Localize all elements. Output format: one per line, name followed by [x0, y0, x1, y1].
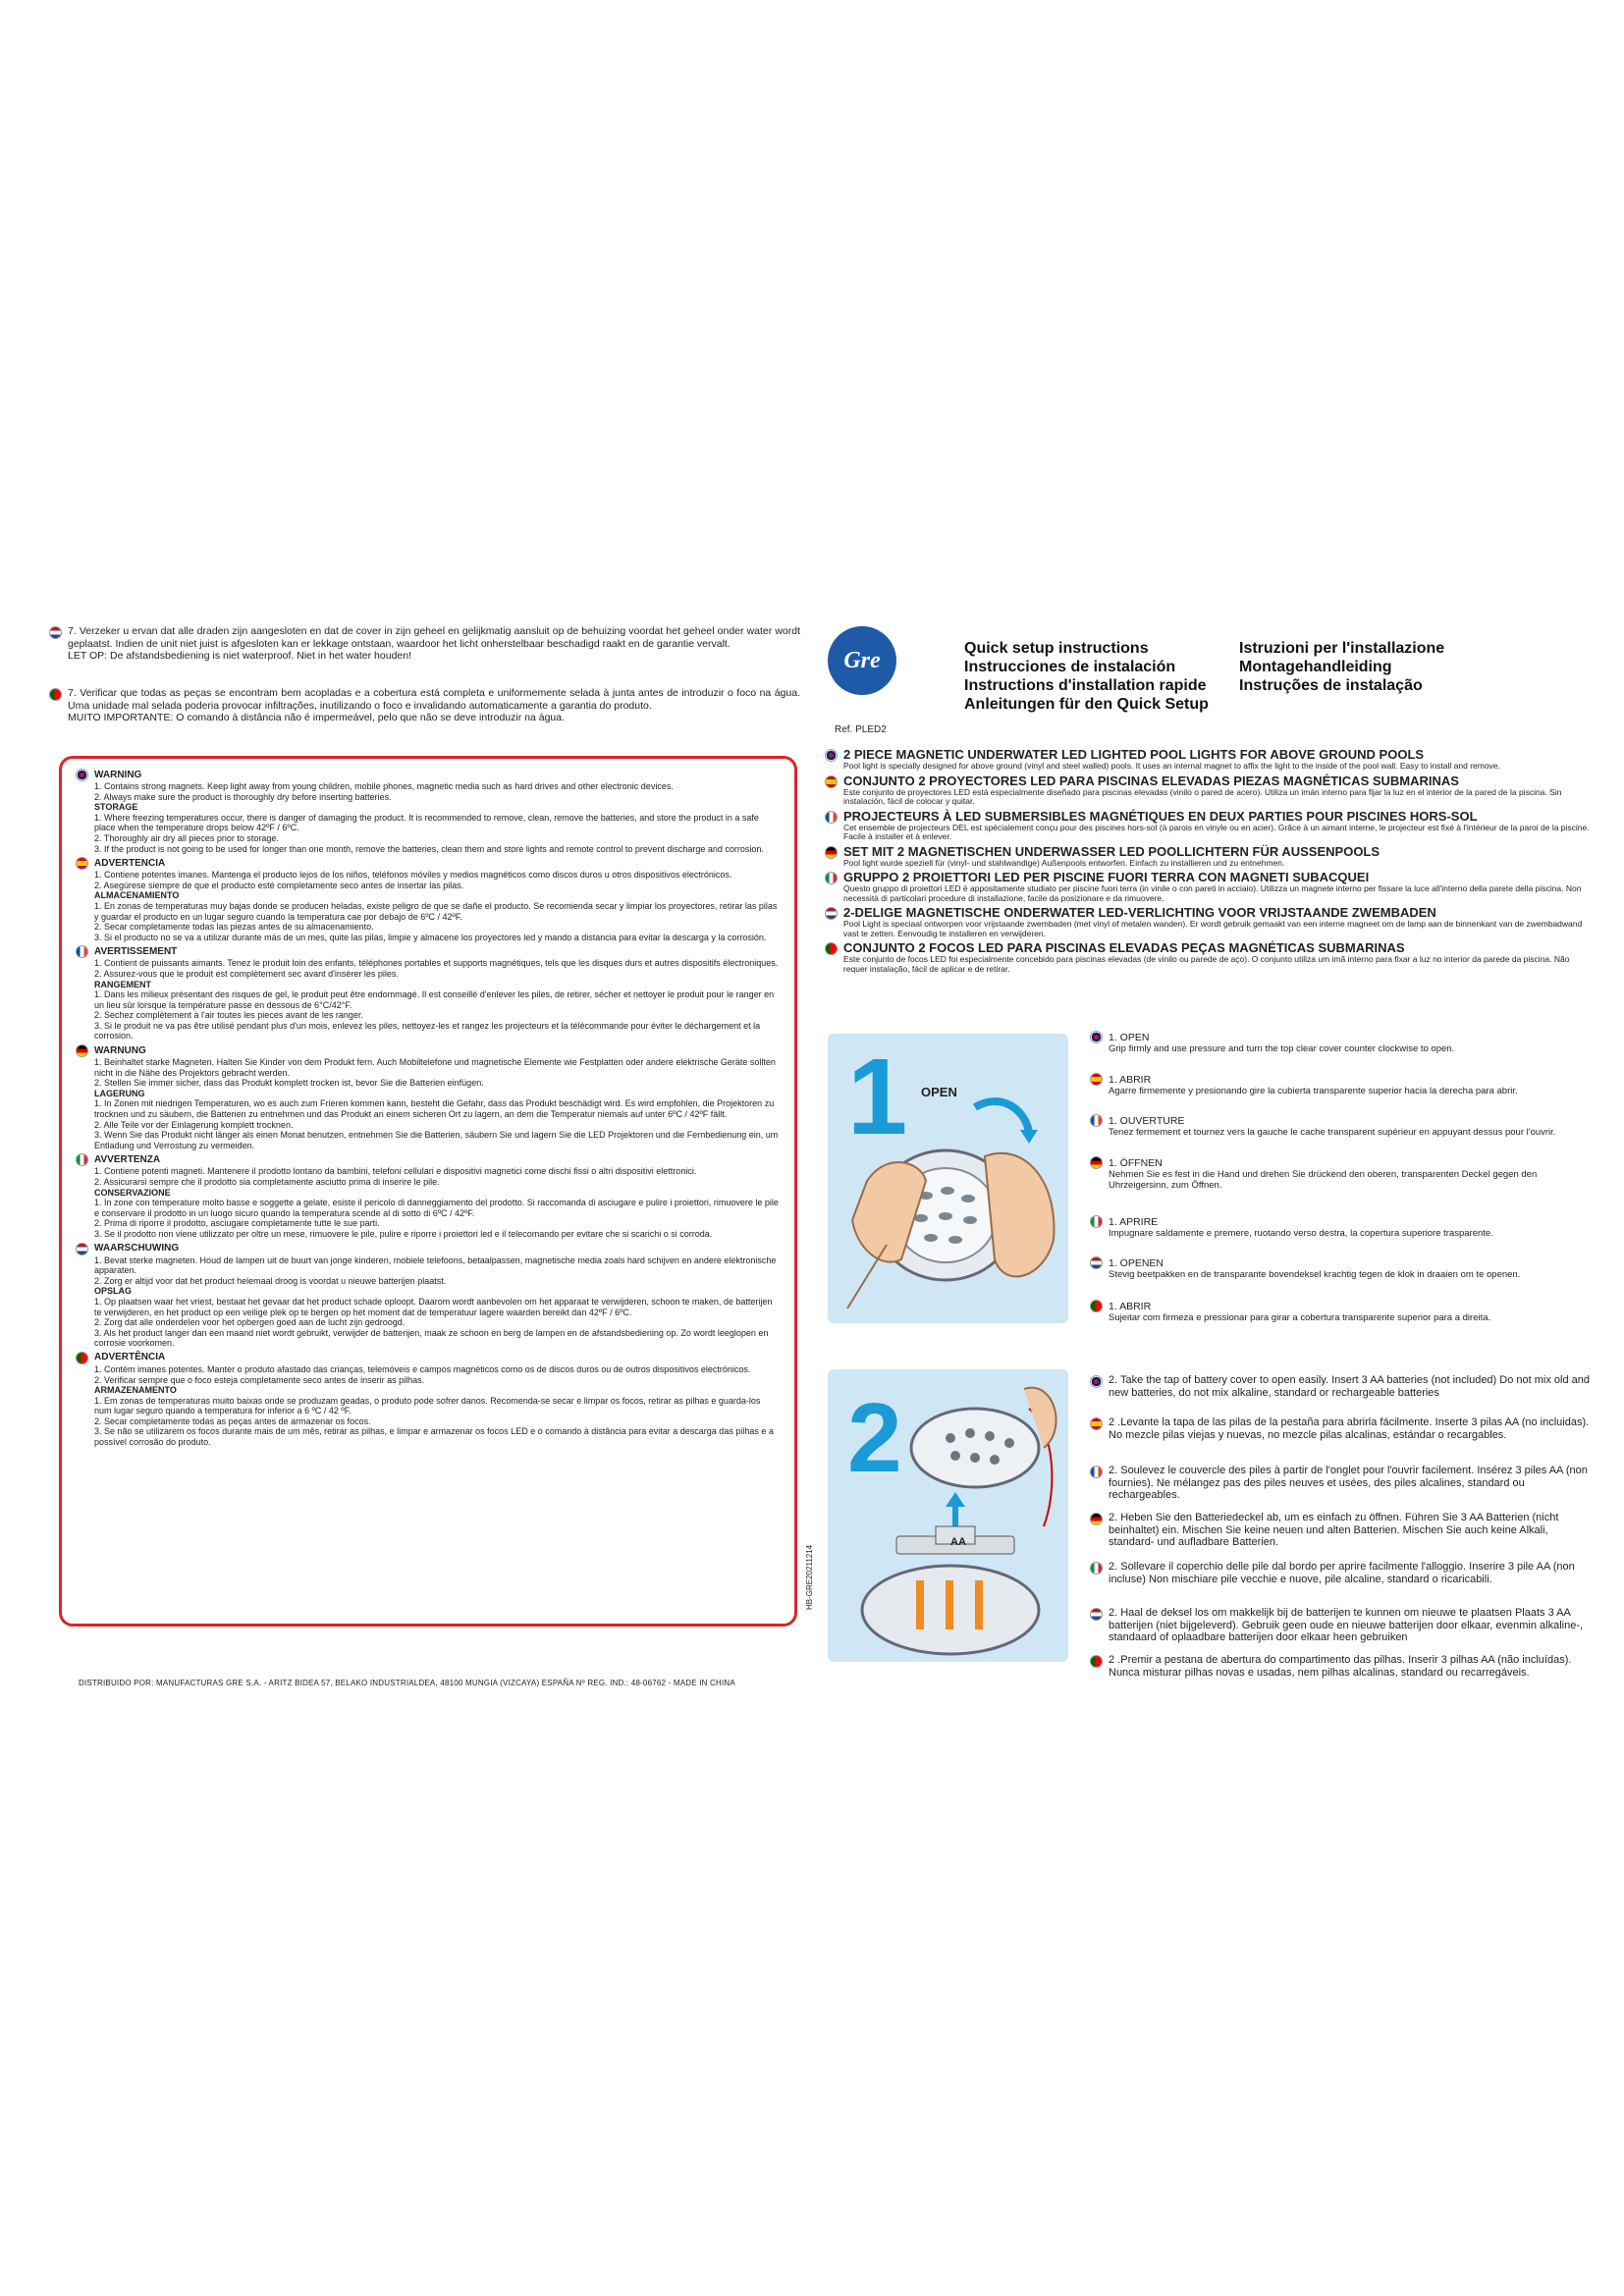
flag-es-icon [825, 775, 838, 788]
product-item-it [825, 871, 1591, 903]
storage-line: 3. Als het product langer dan een maand niet wordt gebruikt, verwijder de batterijen, maak ze schoon en berg de lampen en de afstandsbediening op. Zo wordt leeglopen en corrosie voorkomen. [94, 1327, 769, 1349]
titles-left: Quick setup instructions Instrucciones de instalación Instructions d'installation rapide Anleitungen für den Quick Setup [964, 640, 1209, 713]
step1-desc: Stevig beetpakken en de transparante bovendeksel krachtig tegen de klok in draaien om te openen. [1109, 1269, 1521, 1280]
step2-item-fr [1090, 1465, 1596, 1502]
flag-it-icon [76, 1153, 88, 1166]
flag-fr-icon [825, 811, 838, 824]
warning-section-de [76, 1044, 779, 1150]
storage-line: 3. If the product is not going to be used for longer than one month, remove the batteries, clean them and store lights and remote control to prevent discharge and corrosion. [94, 843, 764, 854]
flag-nl-icon [76, 1243, 88, 1255]
step1-desc: Impugnare saldamente e premere, ruotando verso destra, la copertura superiore trasparente. [1109, 1228, 1493, 1239]
step2-text: 2. Haal de deksel los om makkelijk bij de batterijen te kunnen om nieuwe te plaatsen Plaats 3 AA batterijen (niet bijgeleverd). Gebruik geen oude en nieuwe batterijen door elkaar, evenmin alkaline-, standaard of oplaadbare batterijen door elkaar heen gebruiken [1109, 1607, 1584, 1643]
storage-line: 3. Si le produit ne va pas être utilisé pendant plus d'un mois, enlevez les piles, nettoyez-les et rangez les projecteurs et la télécommande pour éviter le déchargement et la corrosion. [94, 1020, 761, 1041]
product-title: 2-DELIGE MAGNETISCHE ONDERWATER LED-VERLICHTING VOOR VRIJSTAANDE ZWEMBADEN [843, 905, 1436, 920]
storage-heading: ARMAZENAMENTO [94, 1385, 177, 1396]
product-title: GRUPPO 2 PROIETTORI LED PER PISCINE FUORI TERRA CON MAGNETI SUBACQUEI [843, 870, 1370, 884]
warning-line: 1. Contiene potenti magneti. Mantenere il prodotto lontano da bambini, telefoni cellulari e dispositivi magnetici come dischi fissi o altri dispositivi elettronici. [94, 1166, 697, 1177]
step1-desc: Nehmen Sie es fest in die Hand und drehen Sie drückend den oberen, transparenten Deckel gegen den Uhrzeigersinn, zum Öffnen. [1109, 1169, 1538, 1191]
storage-line: 2. Secar completamente todas las piezas antes de su almacenamiento. [94, 922, 374, 933]
step1-label: 1. ÖFFNEN [1109, 1156, 1163, 1169]
warning-title: AVERTISSEMENT [94, 945, 178, 957]
storage-line: 3. Si el producto no se va a utilizar durante más de un mes, quite las pilas, limpie y almacene los proyectores led y mando a distancia para evitar la descarga y la corrosión. [94, 932, 767, 942]
product-title: 2 PIECE MAGNETIC UNDERWATER LED LIGHTED POOL LIGHTS FOR ABOVE GROUND POOLS [843, 747, 1425, 762]
storage-line: 2. Zorg dat alle onderdelen voor het opbergen goed aan de lucht zijn gedroogd. [94, 1317, 406, 1328]
warning-title: ADVERTENCIA [94, 857, 166, 869]
top-note-pt: 7. Verificar que todas as peças se encontram bem acopladas e a cobertura está completa e uniformemente selada à junta antes de introduzir o foco na água. Uma unidade mal selada poderia provocar infiltrações, inutilizando o foco e invalidando automaticamente a garantia do produto. MUITO IMPORTANTE: O comando à distância não é impermeável, pelo que não se deve introduzir na água. [49, 687, 800, 724]
storage-line: 2. Alle Teile vor der Einlagerung komplett trocknen. [94, 1119, 294, 1130]
step2-text: 2. Take the tap of battery cover to open easily. Insert 3 AA batteries (not included) Do not mix old and new batteries, do not mix alkaline, standard or rechargeable batteries [1109, 1374, 1590, 1399]
product-item-uk [825, 748, 1591, 772]
warning-line: 2. Assicurarsi sempre che il prodotto sia completamente asciutto prima di inserire le pile. [94, 1177, 440, 1187]
step2-text: 2. Sollevare il coperchio delle pile dal bordo per aprire facilmente l'alloggio. Inserire 3 pile AA (non incluse) Non mischiare pile vecchie e nuove, pile alcaline, standard o ricaricabili. [1109, 1561, 1575, 1585]
flag-pt-icon [76, 1352, 88, 1364]
product-desc: Questo gruppo di proiettori LED è appositamente studiato per piscine fuori terra (in vinile o con pareti in acciaio). Utilizza un magnete interno per fissare la luce all'interno della parete della piscina. Non necessità di particolari procedure di installazione, facile da posizionare e da rimuovere. [843, 883, 1582, 903]
product-list [825, 748, 1591, 977]
flag-uk-icon [825, 749, 838, 762]
warning-line: 2. Assurez-vous que le produit est complètement sec avant d'insérer les piles. [94, 968, 399, 979]
storage-heading: ALMACENAMIENTO [94, 890, 180, 901]
warning-title: WAARSCHUWING [94, 1243, 180, 1255]
storage-line: 3. Se não se utilizarem os focos durante mais de um mês, retirar as pilhas, e limpar e armazenar os focos LED e o comando à distância para evitar a descarga das pilhas e a possível corrosão do produto. [94, 1426, 774, 1448]
ref-code: Ref. PLED2 [835, 724, 887, 735]
step2-panel [828, 1369, 1068, 1662]
flag-de-icon [825, 846, 838, 859]
storage-line: 1. In Zonen mit niedrigen Temperaturen, wo es auch zum Frieren kommen kann, besteht die Gefahr, dass das Produkt beschädigt wird. Es wird empfohlen, die Projektoren zu trocknen und zu säubern, die Batterien zu entnehmen und das Produkt an einem sicheren Ort zu lagern, an dem die Temperatur niemals auf unter 6ºC / 42ºF fällt. [94, 1098, 775, 1120]
gre-logo: Gre [828, 626, 896, 695]
product-desc: Pool light wurde speziell für (vinyl- und stahlwandige) Außenpools entworfen. Einfach zu installieren und zu entnehmen. [843, 857, 1285, 868]
step2-item-es [1090, 1416, 1596, 1441]
step2-text: 2 .Levante la tapa de las pilas de la pestaña para abrirla fácilmente. Inserte 3 pilas AA (no incluidas). No mezcle pilas viejas y nuevas, no mezcle pilas alcalinas, estándar o recargables. [1109, 1416, 1590, 1441]
side-code: HB-GRE20211214 [805, 1544, 814, 1610]
step2-item-nl [1090, 1607, 1596, 1644]
storage-line: 3. Wenn Sie das Produkt nicht länger als einen Monat benutzen, entnehmen Sie die Batterien, säubern Sie und lagern Sie die LED Projektoren und die Fernbedienung ein, um Entladung und Verrostung zu vermeiden. [94, 1130, 779, 1150]
warning-line: 2. Stellen Sie immer sicher, dass das Produkt komplett trocken ist, bevor Sie die Batterien einfügen. [94, 1078, 484, 1089]
warning-line: 1. Bevat sterke magneten. Houd de lampen uit de buurt van jonge kinderen, mobiele telefoons, betaalpassen, magnetische media zoals hard schijven en andere elektronische apparaten. [94, 1255, 777, 1276]
product-item-es [825, 774, 1591, 807]
step2-item-de [1090, 1512, 1596, 1549]
storage-heading: OPSLAG [94, 1286, 133, 1297]
flag-uk-icon [1090, 1031, 1103, 1043]
storage-line: 1. Dans les milieux présentant des risques de gel, le produit peut être endommagé. Il est conseillé d'enlever les piles, de retirer, sécher et nettoyer le produit pour le ranger en un lieu sûr lorsque la température passe en dessous de 6°C/42°F. [94, 989, 775, 1010]
step1-label: 1. APRIRE [1109, 1215, 1159, 1228]
titles-right: Istruzioni per l'installazione Montagehandleiding Instruções de instalação [1239, 640, 1445, 694]
warning-line: 2. Asegúrese siempre de que el producto esté completamente seco antes de insertar las pilas. [94, 880, 464, 890]
storage-line: 2. Prima di riporre il prodotto, asciugare completamente tutte le sue parti. [94, 1218, 380, 1229]
step2-number: 2 [847, 1383, 902, 1493]
flag-fr-icon [1090, 1466, 1103, 1478]
battery-label: AA [950, 1536, 966, 1548]
footer-distributor: DISTRIBUIDO POR: MANUFACTURAS GRE S.A. - ARITZ BIDEA 57, BELAKO INDUSTRIALDEA, 48100 MUNGIA (VIZCAYA) ESPAÑA Nº REG. IND.: 48-06762 - MADE IN CHINA [79, 1679, 735, 1687]
storage-line: 1. Op plaatsen waar het vriest, bestaat het gevaar dat het product schade oploopt. Daarom wordt aanbevolen om het apparaat te verwijderen, schoon te maken, de batterijen te verwijderen, en het product op een veilige plek op te bergen op het moment dat de temperatuur lagere waarden bereikt dan 42ºF / 6ºC. [94, 1296, 773, 1317]
product-item-nl [825, 906, 1591, 938]
warning-section-nl [76, 1243, 779, 1349]
step2-item-it [1090, 1561, 1596, 1585]
product-title: SET MIT 2 MAGNETISCHEN UNDERWASSER LED POOLLICHTERN FÜR AUSSENPOOLS [843, 843, 1380, 859]
product-desc: Pool light is specially designed for above ground (vinyl and steel walled) pools. It uses an internal magnet to affix the light to the inside of the pool wall. Easy to install and remove. [843, 761, 1500, 771]
step1-label: 1. OPENEN [1109, 1256, 1164, 1269]
step1-label: 1. OPEN [1109, 1031, 1150, 1043]
flag-pt-icon [49, 688, 62, 701]
flag-nl-icon [1090, 1608, 1103, 1621]
product-desc: Cet ensemble de projecteurs DEL est spécialement conçu pour des piscines hors-sol (à parois en vinyle ou en acier). Grâce à un aimant interne, le projecteur est fixé à l'intérieur de la paroi de la piscine. Facile à installer et à enlever. [843, 822, 1590, 841]
product-title: CONJUNTO 2 PROYECTORES LED PARA PISCINAS ELEVADAS PIEZAS MAGNÉTICAS SUBMARINAS [843, 773, 1459, 788]
flag-it-icon [1090, 1215, 1103, 1228]
step1-item-uk [1090, 1031, 1591, 1054]
storage-line: 1. En zonas de temperaturas muy bajas donde se producen heladas, existe peligro de que se dañe el producto. Se recomienda secar y limpiar los proyectores, retirar las pilas y guardar el producto en un lugar seguro cuando la temperatura cae por debajo de 6ºC / 42ºF. [94, 900, 778, 922]
step2-item-pt [1090, 1654, 1596, 1679]
warning-line: 1. Contiene potentes imanes. Mantenga el producto lejos de los niños, teléfonos móviles y medios magnéticos como discos duros u otros dispositivos electrónicos. [94, 870, 732, 881]
product-item-fr [825, 810, 1591, 842]
flag-es-icon [1090, 1417, 1103, 1430]
flag-de-icon [1090, 1513, 1103, 1525]
flag-uk-icon [76, 769, 88, 781]
product-item-pt [825, 941, 1591, 974]
step2-text: 2. Soulevez le couvercle des piles à partir de l'onglet pour l'ouvrir facilement. Insérez 3 piles AA (non fournies). Ne mélangez pas des piles neuves et usées, des piles alcalines, standard ou rechargeables. [1109, 1465, 1588, 1501]
step1-item-fr [1090, 1114, 1591, 1138]
storage-line: 2. Thoroughly air dry all pieces prior to storage. [94, 832, 279, 843]
warning-title: WARNING [94, 769, 142, 780]
warning-line: 1. Contient de puissants aimants. Tenez le produit loin des enfants, téléphones portables et supports magnétiques, tels que les disques durs et autres dispositifs électroniques. [94, 958, 779, 969]
flag-fr-icon [1090, 1114, 1103, 1127]
step1-label: 1. ABRIR [1109, 1073, 1152, 1086]
step1-label: 1. OUVERTURE [1109, 1114, 1185, 1127]
product-desc: Este conjunto de proyectores LED está especialmente diseñado para piscinas elevadas (vinilo o pared de acero). Utiliza un imán interno para fijar la luz en el interior de la pared de la piscina. Sin instalación, fácil de colocar y quitar. [843, 786, 1562, 806]
warning-section-fr [76, 945, 779, 1041]
product-desc: Pool Light is speciaal ontworpen voor vrijstaande zwembaden (met vinyl of metalen wanden). Er wordt gebruik gemaakt van een interne magneet om de lamp aan de binnenkant van de zwembadwand vast te zetten. Eenvoudig te installeren en verwijderen. [843, 919, 1583, 938]
storage-heading: CONSERVAZIONE [94, 1187, 171, 1198]
flag-nl-icon [1090, 1256, 1103, 1269]
step1-panel [828, 1034, 1068, 1323]
step2-text: 2 .Premir a pestana de abertura do compartimento das pilhas. Inserir 3 pilhas AA (não incluídas). Nunca misturar pilhas novas e usadas, nem pilhas alcalinas, standard ou recarregáveis. [1109, 1654, 1572, 1679]
flag-pt-icon [825, 942, 838, 955]
flag-nl-icon [49, 626, 62, 639]
storage-line: 1. In zone con temperature molto basse e soggette a gelate, esiste il pericolo di danneggiamento del prodotto. Si raccomanda di asciugare e pulire i proiettori, rimuovere le pile e conservare il prodotto in un luogo sicuro quando la temperatura scende al di sotto di 6ºC / 42ºF. [94, 1198, 779, 1218]
warning-section-it [76, 1153, 779, 1239]
flag-pt-icon [1090, 1300, 1103, 1312]
step1-item-de [1090, 1156, 1591, 1191]
warning-title: ADVERTÊNCIA [94, 1352, 166, 1363]
product-title: CONJUNTO 2 FOCOS LED PARA PISCINAS ELEVADAS PEÇAS MAGNÉTICAS SUBMARINAS [843, 940, 1405, 955]
flag-fr-icon [76, 945, 88, 958]
step1-desc: Sujeitar com firmeza e pressionar para girar a cobertura transparente superior para a direita. [1109, 1312, 1491, 1323]
flag-uk-icon [1090, 1375, 1103, 1388]
step1-item-es [1090, 1073, 1591, 1096]
storage-heading: RANGEMENT [94, 979, 151, 989]
warning-box [59, 756, 797, 1627]
open-label: OPEN [921, 1085, 957, 1099]
storage-line: 3. Se il prodotto non viene utilizzato per oltre un mese, rimuovere le pile, pulire e riporre i proiettori led e il telecomando per evitare che si scarichi o si corroda. [94, 1228, 713, 1239]
step1-desc: Agarre firmemente y presionando gire la cubierta transparente superior hacia la derecha para abrir. [1109, 1086, 1518, 1096]
step1-desc: Tenez fermement et tournez vers la gauche le cache transparent supérieur en appuyant dessus pour l'ouvrir. [1109, 1127, 1556, 1138]
warning-section-uk [76, 769, 779, 854]
warning-line: 1. Contém imanes potentes. Manter o produto afastado das crianças, telemóveis e campos magnéticos como os de discos duros ou de outros dispositivos electrónicos. [94, 1363, 751, 1374]
warning-section-pt [76, 1352, 779, 1448]
product-item-de [825, 845, 1591, 869]
flag-pt-icon [1090, 1655, 1103, 1668]
step2-item-uk [1090, 1374, 1596, 1399]
warning-line: 2. Zorg er altijd voor dat het product helemaal droog is voordat u nieuwe batterijen plaatst. [94, 1275, 447, 1286]
flag-es-icon [76, 857, 88, 870]
flag-nl-icon [825, 907, 838, 920]
product-title: PROJECTEURS À LED SUBMERSIBLES MAGNÉTIQUES EN DEUX PARTIES POUR PISCINES HORS-SOL [843, 808, 1478, 824]
step1-illustration [828, 1034, 1068, 1323]
warning-line: 2. Always make sure the product is thoroughly dry before inserting batteries. [94, 791, 392, 802]
warning-line: 1. Beinhaltet starke Magneten. Halten Sie Kinder von dem Produkt fern. Auch Mobiltelefone und magnetische Elemente wie Festplatten oder andere elektrische Geräte sollten nicht in die Nähe des Projektors gebracht werden. [94, 1057, 776, 1078]
warning-line: 2. Verificar sempre que o foco esteja completamente seco antes de inserir as pilhas. [94, 1374, 425, 1385]
warning-title: AVVERTENZA [94, 1153, 161, 1165]
warning-line: 1. Contains strong magnets. Keep light away from young children, mobile phones, magnetic media such as hard drives and other electronic devices. [94, 781, 674, 791]
storage-line: 2. Secar completamente todas as peças antes de armazenar os focos. [94, 1415, 371, 1426]
flag-de-icon [1090, 1156, 1103, 1169]
flag-es-icon [1090, 1073, 1103, 1086]
storage-line: 1. Where freezing temperatures occur, there is danger of damaging the product. It is recommended to remove, clean, remove the batteries, and store the product in a safe place when the temperature drops below 42ºF / 6ºC. [94, 812, 759, 833]
storage-heading: LAGERUNG [94, 1088, 145, 1098]
storage-line: 2. Sechez complètement à l'air toutes les pieces avant de les ranger. [94, 1010, 363, 1021]
step1-desc: Grip firmly and use pressure and turn the top clear cover counter clockwise to open. [1109, 1043, 1455, 1054]
step2-text: 2. Heben Sie den Batteriedeckel ab, um es einfach zu öffnen. Führen Sie 3 AA Batterien (nicht beinhaltet) ein. Mischen Sie keine neuen und alten Batterien. Mischen Sie auch keine Alkali, standard- und aufladbare Batterien. [1109, 1512, 1559, 1548]
storage-heading: STORAGE [94, 802, 138, 813]
top-note-nl: 7. Verzeker u ervan dat alle draden zijn aangesloten en dat de cover in zijn geheel en gelijkmatig aansluit op de behuizing voordat het geheel onder water wordt geplaatst. Indien de unit niet juist is afgesloten kan er lekkage ontstaan, waardoor het licht onherstelbaar beschadigd raakt en de garantie vervalt. LET OP: De afstandsbediening is niet waterproof. Niet in het water houden! [49, 625, 800, 663]
step1-label: 1. ABRIR [1109, 1300, 1152, 1312]
product-desc: Este conjunto de focos LED foi especialmente concebido para piscinas elevadas (de vinilo ou parede de aço). O conjunto utiliza um imã interno para fixar a luz no interior da parede da piscina. Não requer instalação, fácil de aplicar e de retirar. [843, 954, 1570, 974]
storage-line: 1. Em zonas de temperaturas muito baixas onde se produzam geadas, o produto pode sofrer danos. Recomenda-se secar e limpar os focos, retirar as pilhas e guarda-los num lugar seguro quando a temperatura for inferior a 6 ºC / 42 ºF. [94, 1395, 761, 1416]
step1-number: 1 [847, 1037, 908, 1157]
step2-illustration [828, 1369, 1068, 1662]
flag-it-icon [825, 872, 838, 884]
step1-item-pt [1090, 1300, 1591, 1323]
warning-title: WARNUNG [94, 1044, 146, 1056]
warning-section-es [76, 857, 779, 942]
flag-it-icon [1090, 1562, 1103, 1575]
flag-de-icon [76, 1044, 88, 1057]
step1-item-it [1090, 1215, 1591, 1239]
step1-item-nl [1090, 1256, 1591, 1280]
